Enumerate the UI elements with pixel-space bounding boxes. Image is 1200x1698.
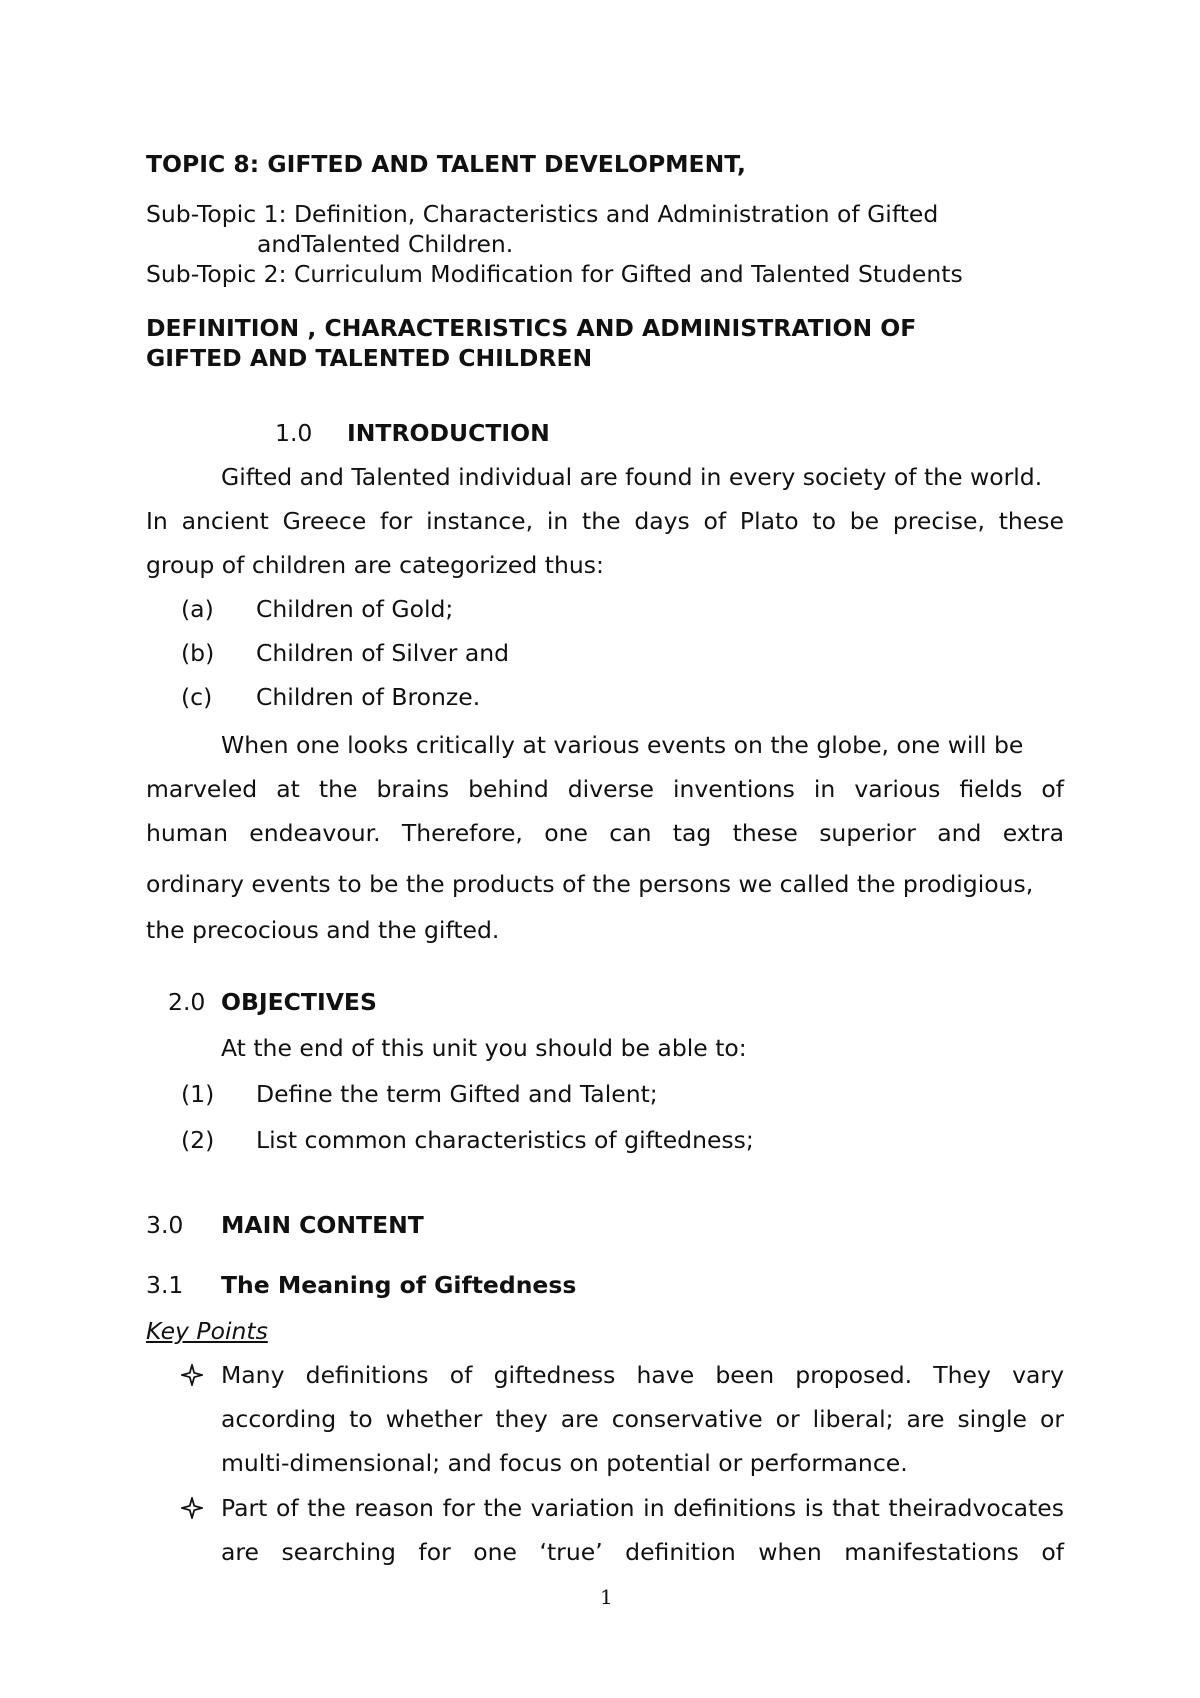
subtopic-1-line-1: Sub-Topic 1: Definition, Characteristics and Administration of Gifted — [146, 200, 939, 228]
four-point-star-icon — [181, 1364, 203, 1386]
main-content-title: MAIN CONTENT — [221, 1211, 424, 1239]
intro-list-marker-c: (c) — [181, 683, 213, 711]
section-heading-line-2: GIFTED AND TALENTED CHILDREN — [146, 344, 593, 372]
bullet-2-line-1: Part of the reason for the variation in definitions is that theiradvocates — [221, 1494, 1064, 1522]
bullet-1-line-2: according to whether they are conservative or liberal; are single or — [221, 1405, 1064, 1433]
intro-list-item-c: Children of Bronze. — [256, 683, 481, 711]
page-number: 1 — [600, 1585, 613, 1609]
intro-para2-line-2: marveled at the brains behind diverse inventions in various fields of — [146, 775, 1064, 803]
intro-para2-line-1: When one looks critically at various events on the globe, one will be — [221, 731, 1024, 759]
main-content-number: 3.0 — [146, 1211, 184, 1239]
meaning-number: 3.1 — [146, 1271, 184, 1299]
intro-para2-line-4: ordinary events to be the products of the persons we called the prodigious, — [146, 870, 1034, 898]
topic-title: TOPIC 8: GIFTED AND TALENT DEVELOPMENT, — [146, 150, 746, 178]
bullet-1-line-3: multi-dimensional; and focus on potential or performance. — [221, 1449, 908, 1477]
meaning-title: The Meaning of Giftedness — [221, 1271, 577, 1299]
objectives-item-1: Define the term Gifted and Talent; — [256, 1080, 658, 1108]
objectives-item-2: List common characteristics of giftedness; — [256, 1126, 754, 1154]
section-heading-line-1: DEFINITION , CHARACTERISTICS AND ADMINISTRATION OF — [146, 314, 917, 342]
objectives-number: 2.0 — [168, 988, 206, 1016]
bullet-1-line-1: Many definitions of giftedness have been proposed. They vary — [221, 1361, 1064, 1389]
intro-para1-line-1: Gifted and Talented individual are found in every society of the world. — [221, 463, 1043, 491]
intro-number: 1.0 — [275, 419, 313, 447]
subtopic-1-line-2: andTalented Children. — [257, 230, 514, 258]
objectives-lead: At the end of this unit you should be able to: — [221, 1034, 747, 1062]
intro-para1-line-2: In ancient Greece for instance, in the days of Plato to be precise, these — [146, 507, 1064, 535]
four-point-star-icon — [181, 1497, 203, 1519]
intro-list-marker-a: (a) — [181, 595, 214, 623]
intro-para1-line-3: group of children are categorized thus: — [146, 551, 604, 579]
objectives-title: OBJECTIVES — [221, 988, 377, 1016]
intro-list-marker-b: (b) — [181, 639, 215, 667]
intro-list-item-a: Children of Gold; — [256, 595, 454, 623]
objectives-marker-2: (2) — [181, 1126, 215, 1154]
intro-para2-line-3: human endeavour. Therefore, one can tag these superior and extra — [146, 819, 1064, 847]
subtopic-2: Sub-Topic 2: Curriculum Modification for Gifted and Talented Students — [146, 260, 963, 288]
objectives-marker-1: (1) — [181, 1080, 215, 1108]
key-points-label: Key Points — [146, 1317, 268, 1345]
intro-para2-line-5: the precocious and the gifted. — [146, 916, 500, 944]
intro-list-item-b: Children of Silver and — [256, 639, 510, 667]
bullet-2-line-2: are searching for one ‘true’ definition when manifestations of — [221, 1538, 1064, 1566]
intro-title: INTRODUCTION — [347, 419, 550, 447]
